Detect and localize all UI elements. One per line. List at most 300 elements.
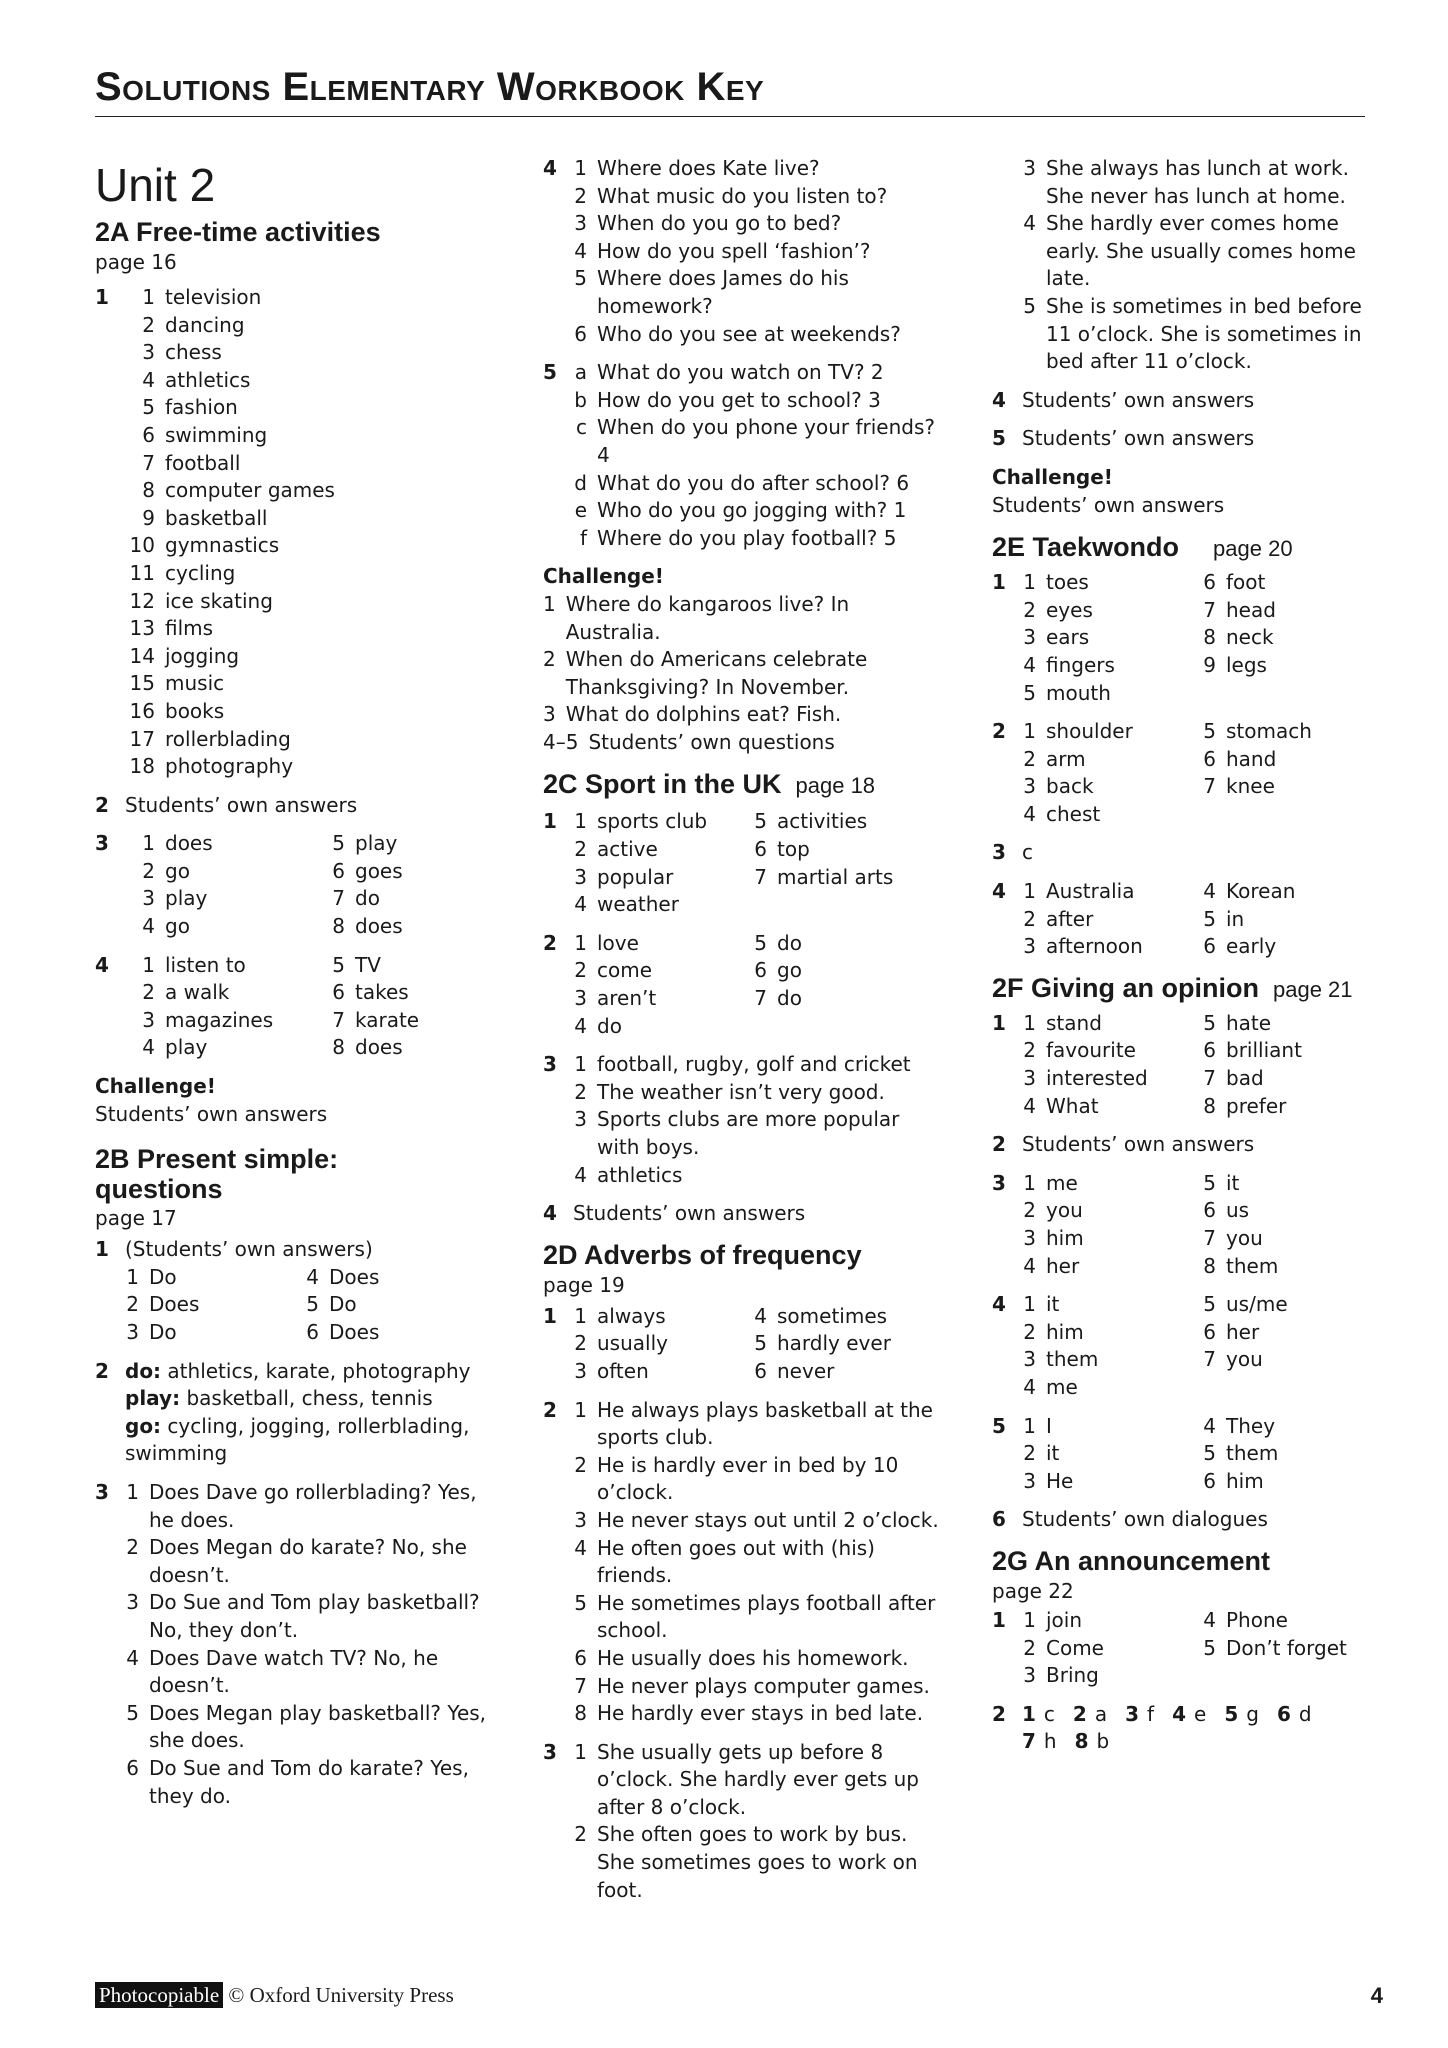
answer-cell <box>1022 1635 1202 1663</box>
answer-row <box>125 952 495 980</box>
item-number: 13 <box>129 616 155 641</box>
answer-text: She usually gets up before 8 o’clock. She hardly ever gets up after 8 o’clock. <box>597 1739 919 1819</box>
item-number: 5 <box>754 930 767 955</box>
answer-text: What do dolphins eat? Fish. <box>565 702 842 727</box>
answer-row <box>1022 906 1372 934</box>
item-number: 4 <box>1023 1253 1036 1278</box>
item-number: 7 <box>754 864 767 889</box>
answer-row <box>1022 210 1372 293</box>
answer-letter: c <box>1043 1701 1055 1726</box>
item-number: 6 <box>1203 1468 1216 1493</box>
answer-row <box>573 930 943 958</box>
answer-cell <box>1022 652 1202 680</box>
item-number: 1 <box>574 1739 587 1764</box>
challenge-block <box>95 1073 495 1128</box>
answer-cell <box>315 885 380 913</box>
challenge-label: Challenge! <box>992 464 1113 489</box>
item-number: 4 <box>1023 801 1036 826</box>
item-number: 11 <box>129 560 155 585</box>
match-pair <box>1073 1701 1107 1729</box>
answer-cell <box>1022 746 1202 774</box>
answer-row <box>573 1106 943 1161</box>
answer-cell <box>125 885 315 913</box>
item-number: 2 <box>1072 1701 1087 1726</box>
item-number: 3 <box>1023 1468 1036 1493</box>
answer-text: cycling <box>165 560 236 585</box>
item-number: 6 <box>754 1358 767 1383</box>
answer-row <box>1022 1197 1372 1225</box>
answer-text: When do Americans celebrate Thanksgiving? In November. <box>565 647 868 699</box>
answer-cell <box>125 1319 305 1347</box>
answer-cell <box>1202 569 1265 597</box>
answer-cell <box>753 864 893 892</box>
exercise-answers <box>573 1397 943 1728</box>
answer-text: often <box>597 1358 649 1383</box>
answer-row <box>125 1291 495 1319</box>
answer-text: I <box>1046 1413 1052 1438</box>
answer-row <box>573 891 943 919</box>
exercise-4: 4 1 Where does Kate live? 2 What music do you listen to? 3 When do you go to bed? 4 How do you spell ‘fashion’? 5 Where does James do his homework? 6 Who do you see at weekends? <box>543 155 943 348</box>
item-number: 1 <box>126 1479 139 1504</box>
verb-answers: basketball, chess, tennis <box>180 1386 433 1411</box>
answer-cell <box>305 1291 357 1319</box>
exercise-answer: Students’ own answers <box>1022 387 1255 412</box>
item-number: 5 <box>332 952 345 977</box>
answer-text: ice skating <box>165 588 273 613</box>
exercise-3: 3 1 me 5 it 2 you 6 us 3 him 7 you 4 her 8 them <box>992 1170 1372 1280</box>
answer-row <box>1022 801 1372 829</box>
answer-row <box>1022 624 1372 652</box>
exercise-2: 2 1 shoulder 5 stomach 2 arm 6 hand 3 back 7 knee 4 chest <box>992 718 1372 828</box>
item-number: 1 <box>1023 1607 1036 1632</box>
answer-text: favourite <box>1046 1038 1136 1063</box>
item-number: 6 <box>574 321 587 346</box>
answer-row <box>573 1397 943 1452</box>
answer-cell <box>1022 1607 1202 1635</box>
page-header <box>95 62 1365 117</box>
item-number: 5 <box>574 266 587 291</box>
answer-row <box>573 1358 943 1386</box>
answer-cell <box>1202 1170 1239 1198</box>
item-number: 8 <box>1203 1093 1216 1118</box>
answer-letter: b <box>1096 1729 1110 1754</box>
answer-row <box>1022 597 1372 625</box>
answer-text: Do <box>149 1264 177 1289</box>
answer-row <box>573 1535 943 1590</box>
answer-letter: a <box>1094 1701 1108 1726</box>
answer-row <box>1022 680 1372 708</box>
item-number: 4 <box>1203 1413 1216 1438</box>
answer-row <box>573 864 943 892</box>
item-number: 5 <box>1023 680 1036 705</box>
item-number: 1 <box>1023 570 1036 595</box>
answer-row <box>1022 1093 1372 1121</box>
exercise-1: 1 1 sports club 5 activities 2 active 6 top 3 popular 7 martial arts 4 weather <box>543 808 943 918</box>
answer-text: do <box>777 930 802 955</box>
item-number: 6 <box>1203 1319 1216 1344</box>
answer-cell <box>573 808 753 836</box>
answer-row <box>125 726 495 754</box>
answer-row <box>573 957 943 985</box>
exercise-answers <box>1022 1607 1372 1690</box>
answer-text: stomach <box>1226 719 1312 744</box>
answer-row <box>1022 1413 1372 1441</box>
item-number: 1 <box>1023 719 1036 744</box>
answer-cell <box>1022 1291 1202 1319</box>
answer-row <box>125 885 495 913</box>
answer-text: you <box>1226 1347 1263 1372</box>
answer-text: play <box>165 886 208 911</box>
item-number: 7 <box>332 1007 345 1032</box>
answer-text: chess <box>165 340 222 365</box>
item-number: 3 <box>1023 156 1036 180</box>
item-number: 8 <box>574 1701 587 1726</box>
answer-letter: e <box>1194 1701 1207 1726</box>
answer-text: hardly ever <box>777 1331 891 1356</box>
answer-cell <box>1022 718 1202 746</box>
answer-cell <box>1202 1010 1271 1038</box>
answer-text: them <box>1226 1441 1279 1466</box>
item-number: 1 <box>1022 1701 1036 1726</box>
answer-row <box>1022 1065 1372 1093</box>
exercise-4: 4 1 listen to 5 TV 2 a walk 6 takes 3 magazines 7 karate 4 play 8 does <box>95 952 495 1062</box>
item-number: 5 <box>306 1292 319 1317</box>
answer-text: Phone <box>1226 1607 1288 1632</box>
answer-row <box>125 339 495 367</box>
answer-row <box>573 836 943 864</box>
answer-row <box>573 1013 943 1041</box>
item-number: 3 <box>543 702 556 727</box>
exercise-2: 2 1 He always plays basketball at the sports club. 2 He is hardly ever in bed by 10 o’clock. 3 He never stays out until 2 o’clock. 4 He often goes out with (his) friends. 5 He sometimes plays football after school. 6 He usually does his homework. 7 He never plays computer games. 8 He hardly ever stays in bed late. <box>543 1397 943 1728</box>
answer-cell <box>1202 1037 1302 1065</box>
exercise-answer: c <box>1022 840 1033 865</box>
answer-cell <box>1022 1319 1202 1347</box>
exercise-1: 1 1 join 4 Phone 2 Come 5 Don’t forget 3 Bring <box>992 1607 1372 1690</box>
answer-cell <box>125 979 315 1007</box>
answer-text: He often goes out with (his) friends. <box>597 1535 875 1588</box>
answer-text: activities <box>777 809 868 834</box>
answer-cell <box>1202 1253 1278 1281</box>
answer-cell <box>1202 1065 1264 1093</box>
exercise-2: 2 1 c 2 a 3 f 4 e 5 g 6 d 7 h 8 b <box>992 1701 1372 1756</box>
answer-text: chest <box>1046 801 1101 826</box>
item-number: 6 <box>1203 1038 1216 1063</box>
answer-text: go <box>165 858 190 883</box>
answer-cell <box>125 1034 315 1062</box>
answer-text: a walk <box>165 980 230 1005</box>
item-number: 8 <box>332 1035 345 1060</box>
exercise-answers <box>573 359 943 552</box>
answer-text: him <box>1046 1226 1084 1250</box>
exercise-answer: Students’ own answers <box>1022 426 1255 451</box>
answer-row <box>125 1755 495 1810</box>
answer-row <box>1022 718 1372 746</box>
item-number: 8 <box>142 478 155 503</box>
answer-text: after <box>1046 906 1094 931</box>
item-number: 10 <box>129 533 155 558</box>
item-number: 3 <box>574 211 587 236</box>
answer-cell <box>753 836 810 864</box>
exercise-5: 5 a What do you watch on TV? 2 b How do you get to school? 3 c When do you phone your friends? 4 d What do you do after school? 6 e Who do you go jogging with? 1 f Where do you play football? 5 <box>543 359 943 552</box>
answer-text: He usually does his homework. <box>597 1645 909 1670</box>
answer-row <box>125 670 495 698</box>
exercise-answer: Students’ own dialogues <box>1022 1507 1268 1532</box>
answer-text: Does Dave watch TV? No, he doesn’t. <box>149 1645 439 1698</box>
answer-text: top <box>777 837 810 862</box>
answer-text: goes <box>355 858 403 883</box>
answer-text: television <box>165 285 262 309</box>
answer-row <box>1022 773 1372 801</box>
answer-text: join <box>1046 1607 1083 1632</box>
answer-cell <box>315 952 381 980</box>
page-number: 4 <box>1370 1983 1383 2008</box>
answer-cell <box>315 858 403 886</box>
answer-cell <box>1022 1197 1202 1225</box>
item-number: 5 <box>1203 1441 1216 1466</box>
item-number: 6 <box>574 1645 587 1670</box>
answer-row <box>125 1264 495 1292</box>
answer-row <box>125 830 495 858</box>
answer-text: ears <box>1046 625 1090 650</box>
item-number: 1 <box>142 831 155 856</box>
exercise-3: 3 1 does 5 play 2 go 6 goes 3 play 7 do 4 go 8 does <box>95 830 495 940</box>
answer-text: The weather isn’t very good. <box>597 1079 885 1104</box>
answer-row <box>125 422 495 450</box>
challenge-answer: Students’ own answers <box>992 492 1225 517</box>
answer-cell <box>1022 906 1202 934</box>
answer-text: play <box>355 831 398 856</box>
challenge-answer: Students’ own answers <box>95 1101 328 1126</box>
item-number: 5 <box>754 1331 767 1356</box>
item-number: 1 <box>1023 879 1036 904</box>
answer-row <box>125 1645 495 1700</box>
item-number: 3 <box>1023 1347 1036 1372</box>
item-number: 2 <box>574 183 587 208</box>
answer-row <box>125 979 495 1007</box>
item-number: 5 <box>1203 1292 1216 1317</box>
answer-text: Students’ own questions <box>588 729 835 754</box>
item-number: 6 <box>1203 1198 1216 1223</box>
answer-row <box>573 497 943 525</box>
answer-text: computer games <box>165 478 335 503</box>
answer-cell <box>1202 1440 1278 1468</box>
answer-text: bad <box>1226 1066 1264 1091</box>
exercise-answers <box>573 930 943 1040</box>
answer-cell <box>1202 906 1244 934</box>
answer-cell <box>1022 1440 1202 1468</box>
answer-text: it <box>1046 1292 1060 1317</box>
answer-cell <box>1202 1413 1275 1441</box>
exercise-answers <box>1022 1010 1372 1120</box>
answer-cell <box>1022 680 1202 708</box>
item-number: 3 <box>574 1358 587 1383</box>
answer-cell <box>1202 1346 1263 1374</box>
item-number: 5 <box>1023 293 1036 318</box>
section-heading-line: 2B Present simple: <box>95 1144 339 1175</box>
answer-letter: h <box>1043 1729 1057 1754</box>
answer-cell <box>1022 1346 1202 1374</box>
item-number: 7 <box>142 450 155 475</box>
item-number: 5 <box>754 809 767 834</box>
answer-text: Does <box>149 1292 200 1317</box>
answer-cell <box>753 808 867 836</box>
answer-row <box>125 1700 495 1755</box>
item-number: 8 <box>1203 625 1216 650</box>
item-number: 1 <box>574 930 587 955</box>
exercise-1: 1 1 stand 5 hate 2 favourite 6 brilliant 3 interested 7 bad 4 What 8 prefer <box>992 1010 1372 1120</box>
matching-answers <box>1022 1701 1372 1729</box>
item-number: 2 <box>142 858 155 883</box>
answer-row <box>573 1821 943 1904</box>
exercise-answer: Students’ own answers <box>125 792 358 817</box>
answer-row <box>573 387 943 415</box>
item-number: 6 <box>754 958 767 983</box>
item-number: 15 <box>129 671 155 696</box>
answer-text: toes <box>1046 570 1089 595</box>
answer-text: us <box>1226 1198 1250 1223</box>
answer-row <box>573 321 943 349</box>
answer-cell <box>125 1264 305 1292</box>
answer-text: Does <box>329 1264 380 1289</box>
answer-letter: f <box>1147 1701 1155 1726</box>
answer-text: Do Sue and Tom do karate? Yes, they do. <box>149 1755 469 1808</box>
answer-text: brilliant <box>1226 1038 1302 1063</box>
answer-row <box>125 532 495 560</box>
item-number: 12 <box>129 588 155 613</box>
exercise-3-continued <box>992 155 1372 376</box>
answer-row <box>125 394 495 422</box>
answer-row <box>1022 1468 1372 1496</box>
answer-cell <box>305 1319 379 1347</box>
answer-text: fingers <box>1046 652 1115 677</box>
answer-cell <box>125 1291 305 1319</box>
answer-row <box>543 591 943 646</box>
exercise-4: 4 1 it 5 us/me 2 him 6 her 3 them 7 you 4 me <box>992 1291 1372 1401</box>
answer-row <box>573 183 943 211</box>
answer-cell <box>1022 773 1202 801</box>
item-number: 7 <box>1203 1347 1216 1372</box>
item-number: 1 <box>1023 1170 1036 1195</box>
item-number: 1 <box>1023 1292 1036 1317</box>
verb-label: go: <box>125 1413 162 1438</box>
answer-cell <box>1202 878 1295 906</box>
exercise-1: 1 1 toes 6 foot 2 eyes 7 head 3 ears 8 neck 4 fingers 9 legs 5 mouth <box>992 569 1372 707</box>
answer-letter: d <box>1298 1701 1312 1726</box>
exercise-answers <box>573 1739 943 1905</box>
answer-text: hate <box>1226 1010 1272 1035</box>
exercise-2: 2 Students’ own answers <box>95 792 495 820</box>
answer-text: play <box>165 1035 208 1060</box>
answer-cell <box>315 1034 403 1062</box>
answer-text: stand <box>1046 1010 1102 1035</box>
item-number: 2 <box>1023 597 1036 622</box>
item-number: 2 <box>574 1331 587 1356</box>
item-number: 4 <box>1023 1093 1036 1118</box>
answer-text: She hardly ever comes home early. She usually comes home late. <box>1046 211 1356 291</box>
answer-cell <box>315 830 397 858</box>
answer-row <box>573 1051 943 1079</box>
answer-cell <box>573 836 753 864</box>
item-number: 7 <box>754 986 767 1011</box>
answer-text: He always plays basketball at the sports club. <box>597 1397 933 1450</box>
exercise-answers <box>1022 718 1372 828</box>
answer-row <box>1022 1291 1372 1319</box>
answer-text: What do you watch on TV? 2 <box>597 360 884 385</box>
answer-text: photography <box>165 754 294 779</box>
answer-row <box>1022 1607 1372 1635</box>
section-page: page 20 <box>1213 536 1293 562</box>
answer-text: Does <box>329 1320 380 1344</box>
answer-cell <box>753 1358 834 1386</box>
item-number: 3 <box>1023 774 1036 799</box>
answer-row <box>573 1645 943 1673</box>
item-number: 3 <box>574 864 587 889</box>
answer-cell <box>1202 624 1274 652</box>
exercise-2: 2 do: athletics, karate, photography play: basketball, chess, tennis go: cycling, jogging, rollerblading, swimming <box>95 1358 471 1466</box>
answer-row <box>125 588 495 616</box>
item-number: 7 <box>574 1673 587 1698</box>
answer-row <box>573 265 943 320</box>
answer-text: early <box>1226 934 1277 959</box>
answer-cell <box>573 1358 753 1386</box>
answer-row <box>573 525 943 553</box>
answer-row <box>1022 1440 1372 1468</box>
answer-cell <box>1202 933 1276 961</box>
answer-row <box>1022 1374 1372 1402</box>
answer-cell <box>1022 1093 1202 1121</box>
answer-text: legs <box>1226 652 1267 677</box>
answer-text: fashion <box>165 395 238 420</box>
answer-row <box>573 210 943 238</box>
answer-row <box>543 729 943 757</box>
item-number: 1 <box>126 1264 139 1289</box>
match-pair <box>1022 1701 1055 1729</box>
answer-text: How do you spell ‘fashion’? <box>597 238 871 263</box>
answer-text: him <box>1226 1468 1264 1493</box>
answer-text: Korean <box>1226 879 1296 904</box>
answer-row <box>573 238 943 266</box>
answer-cell <box>125 830 315 858</box>
answer-row <box>573 470 943 498</box>
item-number: 2 <box>1023 1038 1036 1063</box>
column-2 <box>543 155 943 1915</box>
item-number: 1 <box>142 952 155 977</box>
answer-text: you <box>1046 1198 1083 1223</box>
item-number: 18 <box>129 754 155 779</box>
answer-row <box>573 1303 943 1331</box>
answer-text: it <box>1226 1170 1240 1195</box>
unit-title: Unit 2 <box>95 159 216 211</box>
verb-answers: athletics, karate, photography <box>161 1358 471 1383</box>
item-number: 4 <box>574 892 587 917</box>
item-number: 3 <box>142 1007 155 1032</box>
answer-text: Where does Kate live? <box>597 156 820 180</box>
answer-row <box>125 1534 495 1589</box>
item-number: 4 <box>1023 652 1036 677</box>
answer-cell <box>1022 597 1202 625</box>
item-number: 3 <box>1023 625 1036 650</box>
match-pair <box>1022 1728 1057 1756</box>
item-number: 5 <box>126 1700 139 1725</box>
answer-text: does <box>165 831 213 856</box>
answer-cell <box>753 1330 891 1358</box>
item-number: 4 <box>306 1264 319 1289</box>
answer-row <box>1022 878 1372 906</box>
verb-answers: cycling, jogging, rollerblading, swimming <box>125 1413 470 1466</box>
item-number: 2 <box>126 1292 139 1317</box>
item-number: 3 <box>1023 1066 1036 1091</box>
answer-text: me <box>1046 1170 1078 1195</box>
